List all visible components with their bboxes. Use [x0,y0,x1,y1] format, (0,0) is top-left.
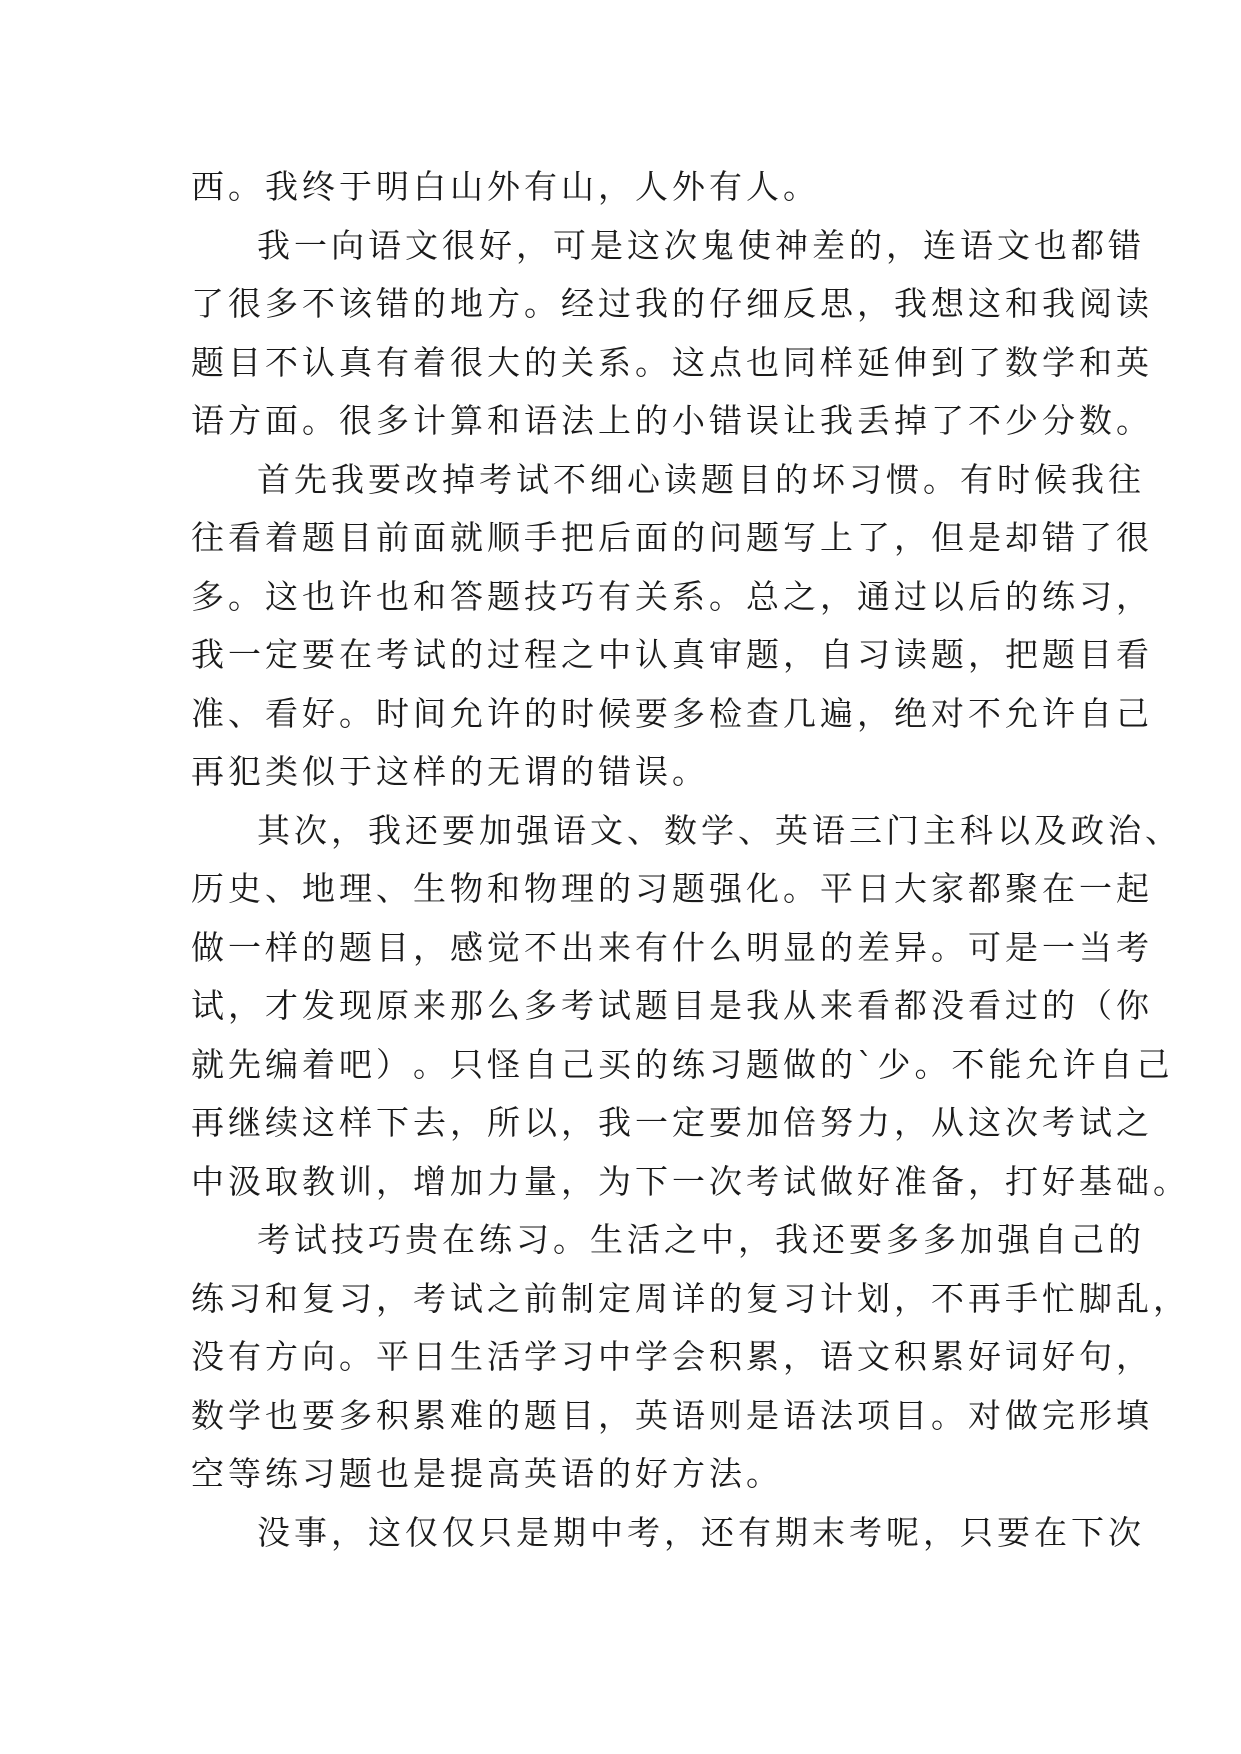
text-line: 历 史 、 地 理 、 生 物 和 物 理 的 习 题 强 化 。 平 日 大 家 都 聚 在 一 起 [191,869,1153,908]
text-line: 再犯类似于这样的无谓的错误。 [191,752,709,791]
text-line: 空等练习题也是提高英语的好方法。 [191,1454,783,1493]
text-line: 数 学 也 要 多 积 累 难 的 题 目 ， 英 语 则 是 语 法 项 目 。 对 做 完 形 填 [191,1395,1153,1435]
text-line: 做 一 样 的 题 目 ， 感 觉 不 出 来 有 什 么 明 显 的 差 异 。 可 是 一 当 考 [191,927,1153,967]
text-line: 了 很 多 不 该 错 的 地 方 。 经 过 我 的 仔 细 反 思 ， 我 想 这 和 我 阅 读 [191,284,1153,323]
text-line: 中 汲 取 教 训 ， 增 加 力 量 ， 为 下 一 次 考 试 做 好 准 备 ， 打 好 基 础 。 [191,1161,1190,1201]
text-line: 题 目 不 认 真 有 着 很 大 的 关 系 。 这 点 也 同 样 延 伸 到 了 数 学 和 英 [191,342,1153,382]
text-line: 西。我终于明白山外有山，人外有人。 [191,167,820,206]
text-line: 再 继 续 这 样 下 去 ， 所 以 ， 我 一 定 要 加 倍 努 力 ， 从 这 次 考 试 之 [191,1103,1153,1142]
text-line: 练 习 和 复 习 ， 考 试 之 前 制 定 周 详 的 复 习 计 划 ， 不 再 手 忙 脚 乱 ， [191,1278,1190,1318]
text-line: 我 一 向 语 文 很 好 ， 可 是 这 次 鬼 使 神 差 的 ， 连 语 文 也 都 错 [257,225,1145,265]
document-body [191,158,1190,1562]
text-line: 准 、 看 好 。 时 间 允 许 的 时 候 要 多 检 查 几 遍 ， 绝 对 不 允 许 自 己 [191,693,1153,733]
text-line: 考 试 技 巧 贵 在 练 习 。 生 活 之 中 ， 我 还 要 多 多 加 强 自 己 的 [257,1220,1145,1259]
text-line: 没 有 方 向 。 平 日 生 活 学 习 中 学 会 积 累 ， 语 文 积 累 好 词 好 句 ， [191,1337,1153,1376]
text-line: 首 先 我 要 改 掉 考 试 不 细 心 读 题 目 的 坏 习 惯 。 有 时 候 我 往 [257,459,1145,499]
text-line: 没 事 ， 这 仅 仅 只 是 期 中 考 ， 还 有 期 末 考 呢 ， 只 要 在 下 次 [257,1512,1145,1552]
text-line: 就 先 编 着 吧 ） 。 只 怪 自 己 买 的 练 习 题 做 的 ` 少 。 不 能 允 许 自 己 [191,1044,1174,1084]
text-line: 多 。 这 也 许 也 和 答 题 技 巧 有 关 系 。 总 之 ， 通 过 以 后 的 练 习 ， [191,576,1153,616]
text-line: 试 ， 才 发 现 原 来 那 么 多 考 试 题 目 是 我 从 来 看 都 没 看 过 的 （ 你 [191,986,1153,1025]
text-line: 往 看 着 题 目 前 面 就 顺 手 把 后 面 的 问 题 写 上 了 ， 但 是 却 错 了 很 [191,518,1153,557]
text-line: 我 一 定 要 在 考 试 的 过 程 之 中 认 真 审 题 ， 自 习 读 题 ， 把 题 目 看 [191,635,1153,674]
text-line: 其 次 ， 我 还 要 加 强 语 文 、 数 学 、 英 语 三 门 主 科 以 及 政 治 、 [257,810,1182,850]
text-line: 语 方 面 。 很 多 计 算 和 语 法 上 的 小 错 误 让 我 丢 掉 了 不 少 分 数 。 [191,401,1153,440]
